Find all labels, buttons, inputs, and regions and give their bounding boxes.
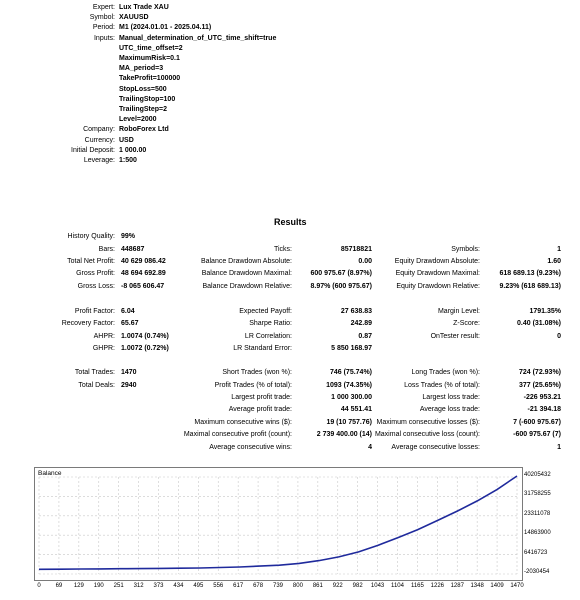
result-value: 600 975.67 (8.97%): [310, 270, 372, 277]
result-label: AHPR:: [93, 333, 115, 340]
result-value: 1: [557, 246, 561, 253]
result-label: Maximal consecutive profit (count):: [183, 431, 292, 438]
result-label: Symbols:: [451, 246, 480, 253]
result-value: 27 638.83: [340, 308, 372, 315]
result-label: Average consecutive wins:: [209, 444, 292, 451]
result-label: Largest profit trade:: [231, 394, 292, 401]
result-value: 1.0072 (0.72%): [121, 345, 169, 352]
header-label: Inputs:: [93, 34, 115, 42]
x-tick-label: 69: [55, 583, 63, 589]
result-label: Balance Drawdown Maximal:: [201, 270, 292, 277]
header-value: Lux Trade XAU: [119, 4, 169, 11]
result-label: Margin Level:: [437, 308, 480, 315]
result-value: 19 (10 757.76): [326, 419, 372, 426]
result-label: Average profit trade:: [228, 406, 292, 413]
header-value: TrailingStop=100: [119, 95, 176, 103]
header-label: Expert:: [92, 4, 115, 11]
result-label: Total Trades:: [74, 369, 115, 376]
y-tick-label: 31758255: [524, 491, 551, 498]
result-value: 1 000 300.00: [331, 394, 372, 401]
result-label: Maximum consecutive losses ($):: [376, 419, 480, 426]
result-value: 85718821: [340, 246, 372, 253]
chart-title: Balance: [38, 470, 62, 477]
result-label: GHPR:: [92, 345, 115, 352]
result-label: Balance Drawdown Relative:: [202, 283, 292, 290]
result-label: Gross Loss:: [77, 283, 115, 290]
result-label: Largest loss trade:: [422, 394, 480, 401]
y-tick-label: 6416723: [524, 549, 548, 556]
result-value: 44 551.41: [340, 406, 372, 413]
result-value: 99%: [121, 233, 136, 240]
result-label: LR Standard Error:: [233, 345, 292, 352]
result-label: Sharpe Ratio:: [249, 320, 292, 327]
x-tick-label: 1104: [391, 583, 404, 589]
result-label: Z-Score:: [453, 320, 480, 327]
x-tick-label: 1348: [470, 583, 484, 589]
header-label: Initial Deposit:: [71, 146, 115, 154]
header-value: Manual_determination_of_UTC_time_shift=true: [119, 34, 277, 42]
x-tick-label: 739: [272, 583, 283, 589]
result-value: 2940: [121, 382, 137, 389]
result-label: Maximum consecutive wins ($):: [194, 419, 292, 426]
result-label: Long Trades (won %):: [411, 369, 480, 376]
x-tick-label: 251: [113, 583, 124, 589]
x-tick-label: 373: [153, 583, 164, 589]
result-label: Bars:: [98, 246, 115, 253]
header-value: 1 000.00: [119, 146, 147, 154]
result-label: OnTester result:: [430, 333, 480, 340]
result-label: Equity Drawdown Absolute:: [394, 258, 480, 265]
result-value: 65.67: [121, 320, 139, 327]
result-value: 9.23% (618 689.13): [499, 283, 561, 290]
x-tick-label: 617: [233, 583, 244, 589]
x-tick-label: 190: [93, 583, 104, 589]
result-value: -8 065 606.47: [121, 283, 165, 290]
result-value: 0.00: [358, 258, 372, 265]
result-value: 40 629 086.42: [121, 258, 166, 265]
x-tick-label: 800: [292, 583, 303, 589]
result-label: Ticks:: [273, 246, 292, 253]
balance-chart-svg: [35, 468, 522, 580]
header-label: Period:: [92, 24, 115, 32]
result-label: LR Correlation:: [244, 333, 292, 340]
result-value: 746 (75.74%): [329, 369, 372, 376]
header-label: Currency:: [84, 136, 115, 144]
x-tick-label: 982: [352, 583, 363, 589]
result-value: 1093 (74.35%): [326, 382, 372, 389]
result-value: 618 689.13 (9.23%): [499, 270, 561, 277]
header-label: Leverage:: [83, 157, 115, 164]
x-tick-label: 1470: [510, 583, 524, 589]
result-value: 1791.35%: [529, 308, 561, 315]
x-tick-label: 1409: [490, 583, 504, 589]
x-tick-label: 922: [332, 583, 343, 589]
x-tick-label: 1043: [370, 583, 385, 589]
header-value: RoboForex Ltd: [119, 126, 169, 134]
x-tick-label: 861: [312, 583, 323, 589]
y-tick-label: 14863900: [524, 530, 551, 537]
result-value: 8.97% (600 975.67): [310, 283, 372, 290]
result-value: 2 739 400.00 (14): [316, 431, 372, 438]
result-label: Total Deals:: [78, 382, 115, 389]
header-value: XAUUSD: [119, 14, 149, 22]
results-title: Results: [274, 217, 307, 227]
result-value: -21 394.18: [527, 406, 561, 413]
result-value: 4: [368, 444, 372, 451]
result-value: 1.60: [547, 258, 561, 265]
result-label: Balance Drawdown Absolute:: [200, 258, 292, 265]
result-value: 0.40 (31.08%): [517, 320, 561, 327]
result-label: Loss Trades (% of total):: [404, 382, 480, 389]
balance-chart: [34, 467, 523, 581]
header-value: UTC_time_offset=2: [119, 44, 183, 52]
y-tick-label: 40205432: [524, 472, 551, 478]
x-tick-label: 0: [37, 583, 41, 589]
header-value: USD: [119, 136, 134, 144]
header-value: TrailingStep=2: [119, 106, 168, 113]
result-value: 1: [557, 444, 561, 451]
result-value: -600 975.67 (7): [513, 431, 561, 438]
result-value: 1470: [121, 369, 137, 376]
x-tick-label: 678: [253, 583, 264, 589]
result-value: 7 (-600 975.67): [513, 419, 561, 426]
header-value: MaximumRisk=0.1: [119, 55, 180, 62]
header-value: Level=2000: [119, 116, 157, 124]
header-value: MA_period=3: [119, 65, 164, 73]
result-label: History Quality:: [67, 233, 115, 240]
header-value: 1:500: [119, 157, 137, 164]
header-value: StopLoss=500: [119, 85, 167, 93]
result-value: 448687: [121, 246, 145, 253]
result-label: Profit Trades (% of total):: [214, 382, 292, 389]
result-label: Gross Profit:: [76, 270, 115, 277]
result-label: Profit Factor:: [74, 308, 115, 315]
result-label: Average consecutive losses:: [391, 444, 480, 451]
result-label: Equity Drawdown Maximal:: [395, 270, 480, 277]
header-value: M1 (2024.01.01 - 2025.04.11): [119, 24, 212, 32]
x-tick-label: 1165: [410, 583, 424, 589]
y-tick-label: -2030454: [524, 569, 550, 575]
result-value: 0.87: [358, 333, 372, 340]
result-value: -226 953.21: [523, 394, 561, 401]
result-label: Expected Payoff:: [239, 308, 292, 315]
result-label: Equity Drawdown Relative:: [396, 283, 480, 290]
x-tick-label: 1226: [430, 583, 444, 589]
header-label: Symbol:: [89, 14, 115, 22]
header-value: TakeProfit=100000: [119, 75, 181, 83]
result-value: 5 850 168.97: [331, 345, 372, 352]
header-label: Company:: [83, 126, 115, 134]
x-tick-label: 129: [73, 583, 84, 589]
result-value: 0: [557, 333, 561, 340]
result-label: Average loss trade:: [419, 406, 480, 413]
result-label: Total Net Profit:: [67, 258, 115, 265]
result-value: 6.04: [121, 308, 135, 315]
result-label: Maximal consecutive loss (count):: [374, 431, 480, 438]
result-value: 724 (72.93%): [518, 369, 561, 376]
y-tick-label: 23311078: [524, 510, 551, 517]
result-value: 377 (25.65%): [518, 382, 561, 389]
x-tick-label: 495: [193, 583, 204, 589]
x-tick-label: 556: [213, 583, 224, 589]
result-label: Short Trades (won %):: [222, 369, 292, 376]
result-label: Recovery Factor:: [61, 320, 115, 327]
result-value: 48 694 692.89: [121, 270, 166, 277]
x-tick-label: 312: [133, 583, 144, 589]
result-value: 1.0074 (0.74%): [121, 333, 169, 340]
result-value: 242.89: [350, 320, 372, 327]
x-tick-label: 434: [173, 583, 184, 589]
x-tick-label: 1287: [450, 583, 464, 589]
